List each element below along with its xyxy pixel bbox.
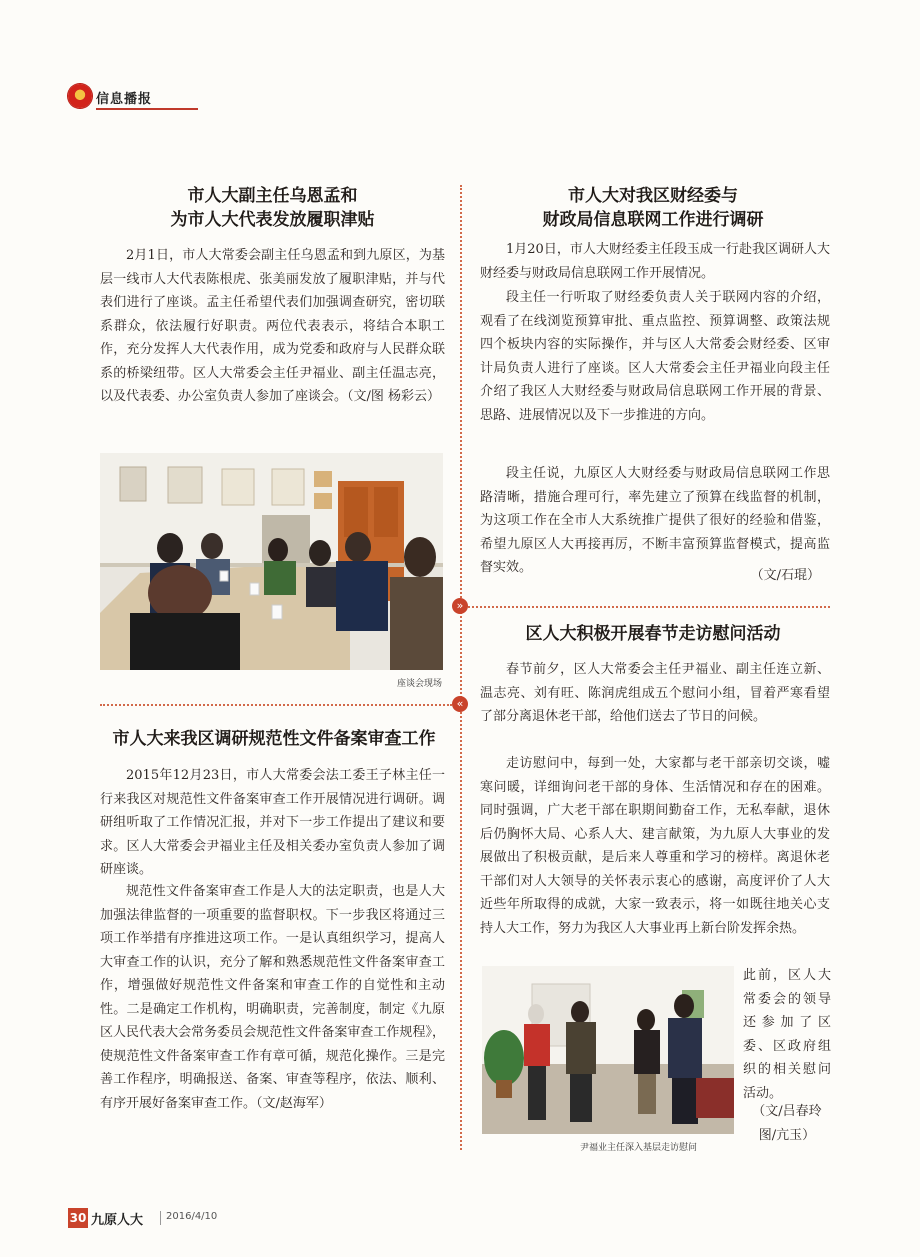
credit-line: 图/亢玉）	[758, 1127, 816, 1143]
credit-line: （文/吕春玲	[752, 1104, 822, 1119]
article-paragraph: 段主任说，九原区人大财经委与财政局信息联网工作思路清晰，措施合理可行，率先建立了预算在线监督的机制，为这项工作在全市人大系统推广提供了很好的经验和借鉴，希望九原区人大再接再厉，不断丰富预算监督模式，提高监督实效。	[480, 466, 830, 575]
article-title-line: 区人大积极开展春节走访慰问活动	[525, 624, 781, 644]
footer-separator	[160, 1211, 161, 1225]
issue-date: 2016/4/10	[166, 1211, 218, 1222]
magazine-name: 九原人大	[91, 1213, 144, 1228]
article-side-text: 此前，区人大常委会的领导还参加了区委、区政府组织的相关慰问活动。	[743, 968, 831, 1101]
photo-caption: 尹福业主任深入基层走访慰问	[580, 1143, 698, 1153]
article-title	[100, 184, 445, 232]
article-paragraph: 2015年12月23日，市人大常委会法工委王子林主任一行来我区对规范性文件备案审查工作开展情况进行调研。调研组听取了工作情况汇报，并对下一步工作提出了建议和要求。区人大常委会尹福业主任及相关委办室负责人参加了调研座谈。	[100, 768, 445, 877]
section-label: 信息播报	[96, 92, 153, 107]
meeting-photo	[100, 453, 443, 670]
photo-caption: 座谈会现场	[397, 679, 443, 689]
article-paragraph: 规范性文件备案审查工作是人大的法定职责，也是人大加强法律监督的一项重要的监督职权。下一步我区将通过三项工作举措有序推进这项工作。一是认真组织学习，提高人大审查工作的认识，充分了解和熟悉规范性文件备案审查工作，增强做好规范性文件备案和审查工作的自觉性和主动性。二是确定工作机构，明确职责，完善制度，制定《九原区人民代表大会常务委员会规范性文件备案审查工作规程》，使规范性文件备案审查工作有章可循，规范化操作。三是完善工作程序，明确报送、备案、审查等程序，依法、顺利、有序开展好备案审查工作。（文/赵海军）	[100, 884, 445, 1111]
arrow-right-icon: »	[452, 598, 468, 614]
article-title-line: 财政局信息联网工作进行调研	[542, 210, 764, 230]
header-rule	[96, 108, 198, 110]
article-title	[100, 727, 448, 751]
article-title-line: 市人大来我区调研规范性文件备案审查工作	[112, 729, 436, 749]
page-header	[68, 84, 198, 110]
article-credit: （文/石琨）	[750, 568, 820, 583]
article-paragraph: 1月20日，市人大财经委主任段玉成一行赴我区调研人大财经委与财政局信息联网工作开展情况。	[480, 242, 830, 281]
column-divider	[460, 185, 462, 1150]
visit-photo	[482, 966, 734, 1134]
article-title	[478, 622, 828, 646]
page-footer	[68, 1208, 368, 1232]
article-title-line: 市人大对我区财经委与	[568, 186, 738, 206]
article-paragraph: 段主任一行听取了财经委负责人关于联网内容的介绍，观看了在线浏览预算审批、重点监控、预算调整、政策法规四个板块内容的实际操作，并与区人大常委会财经委、区审计局负责人进行了座谈。区人大常委会主任尹福业向段主任介绍了我区人大财经委与财政局信息联网工作开展的背景、思路、进展情况以及下一步推进的方向。	[480, 290, 830, 423]
national-emblem-icon	[68, 84, 92, 108]
article-title	[478, 184, 828, 232]
section-divider-left	[100, 704, 452, 706]
article-paragraph: 春节前夕，区人大常委会主任尹福业、副主任连立新、温志亮、刘有旺、陈润虎组成五个慰问小组，冒着严寒看望了部分离退休老干部，给他们送去了节日的问候。	[480, 662, 830, 724]
arrow-left-icon: «	[452, 696, 468, 712]
article-paragraph: 2月1日，市人大常委会副主任乌恩孟和到九原区，为基层一线市人大代表陈根虎、张美丽发放了履职津贴，并与代表们进行了座谈。孟主任希望代表们加强调查研究，密切联系群众，依法履行好职责。两位代表表示，将结合本职工作，充分发挥人大代表作用，成为党委和政府与人民群众联系的桥梁纽带。区人大常委会主任尹福业、副主任温志亮，以及代表委、办公室负责人参加了座谈会。（文/图 杨彩云）	[100, 248, 445, 404]
section-divider-right	[468, 606, 830, 608]
article-credit	[743, 1100, 831, 1147]
page-number: 30	[68, 1208, 88, 1228]
article-title-line: 为市人大代表发放履职津贴	[170, 210, 375, 230]
article-paragraph: 走访慰问中，每到一处，大家都与老干部亲切交谈，嘘寒问暖，详细询问老干部的身体、生活情况和存在的困难。同时强调，广大老干部在职期间勤奋工作，无私奉献，退休后仍胸怀大局、心系人大、建言献策，为九原人大事业的发展做出了积极贡献，是后来人尊重和学习的榜样。离退休老干部们对人大领导的关怀表示衷心的感谢，高度评价了人大近些年所取得的成就，大家一致表示，将一如既往地关心支持人大工作，努力为我区人大事业再上新台阶发挥余热。	[480, 756, 830, 936]
article-title-line: 市人大副主任乌恩孟和	[187, 186, 358, 206]
